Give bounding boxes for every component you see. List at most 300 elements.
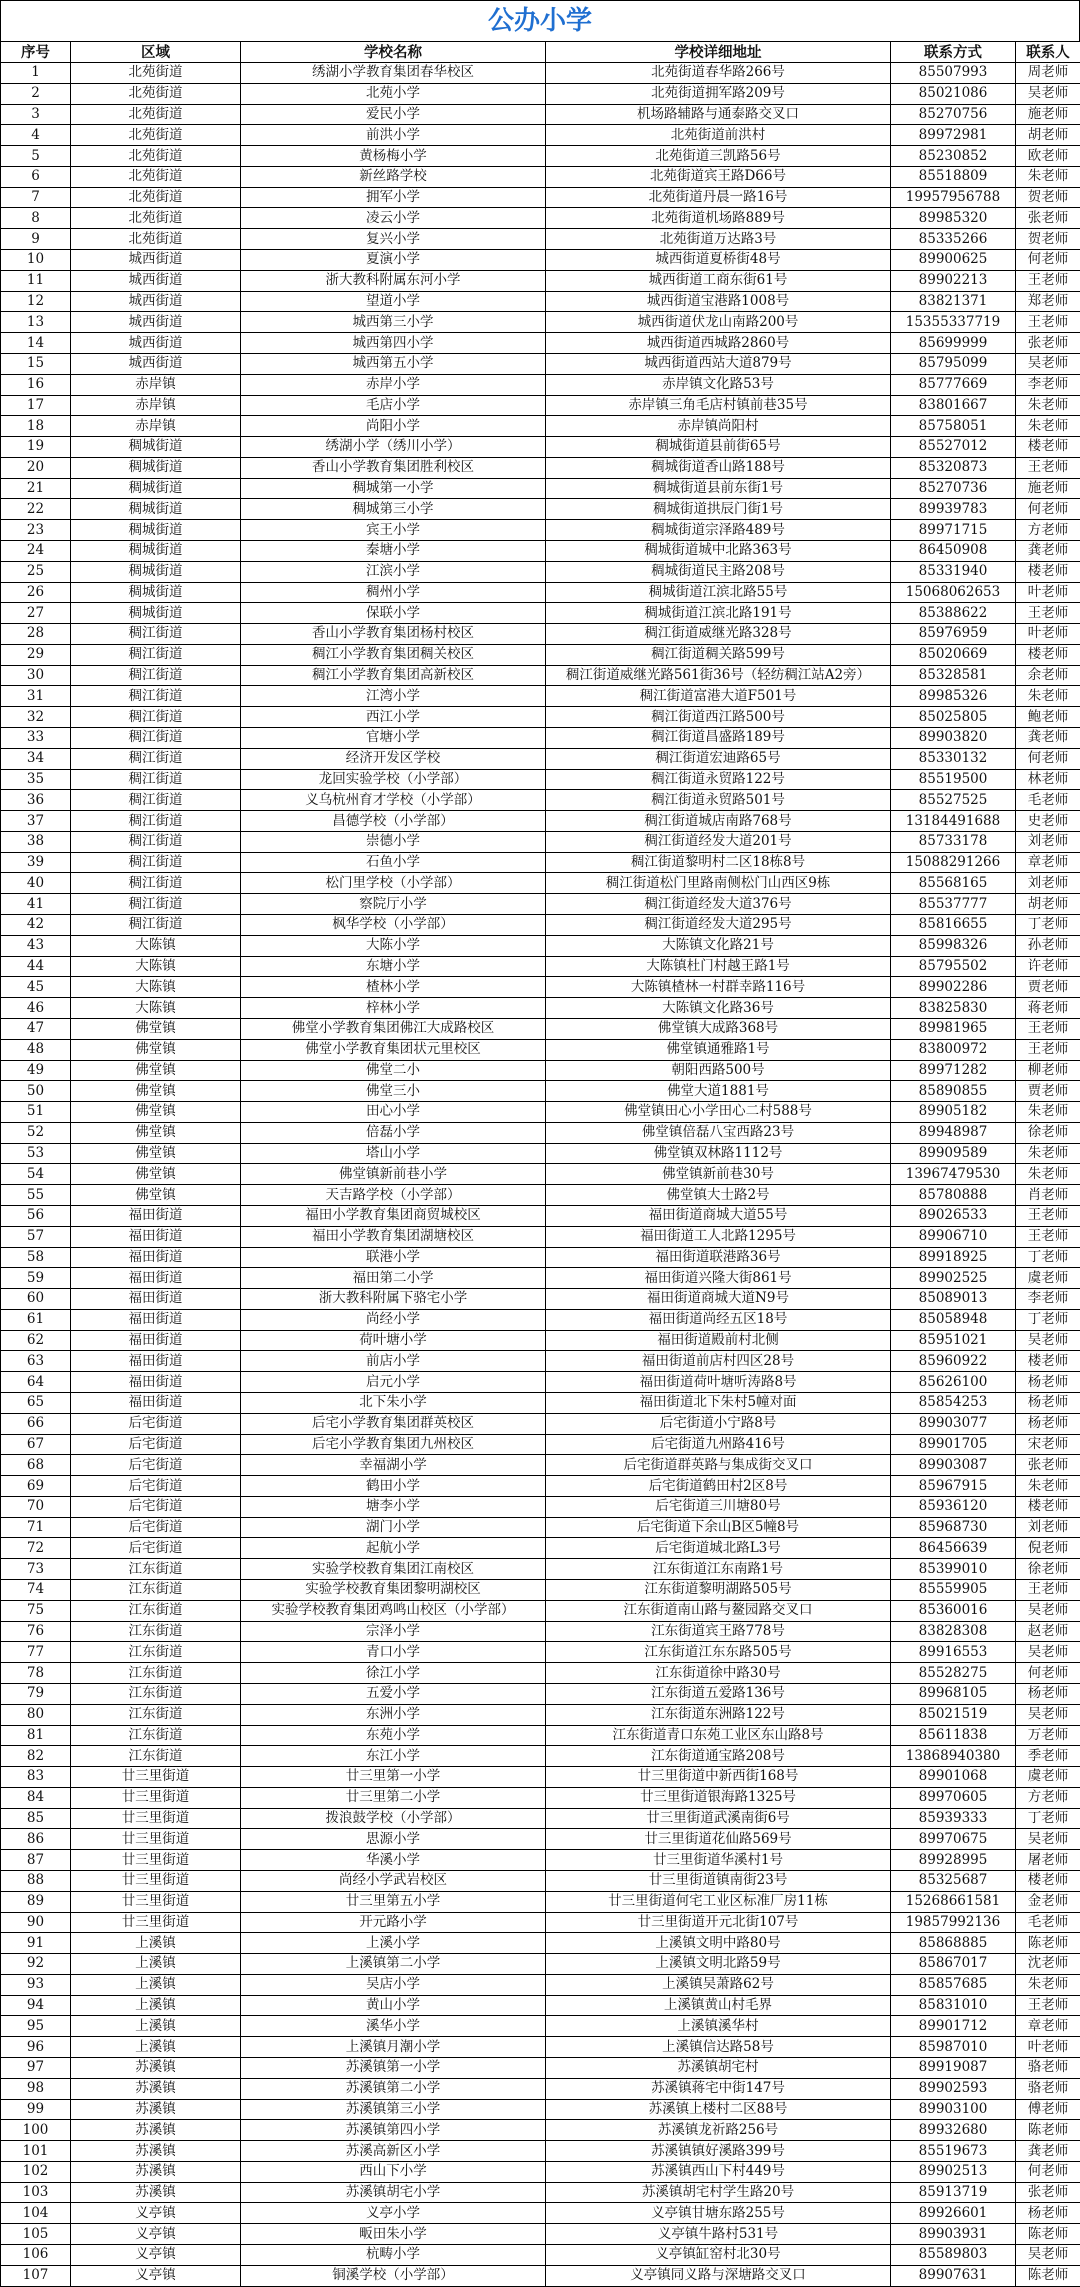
cell-index: 48 <box>1 1039 71 1060</box>
cell-contact: 李老师 <box>1016 1289 1080 1310</box>
cell-contact: 毛老师 <box>1016 1912 1080 1933</box>
cell-contact: 楼老师 <box>1016 561 1080 582</box>
cell-index: 64 <box>1 1372 71 1393</box>
cell-phone: 89971282 <box>891 1060 1016 1081</box>
cell-phone: 15268661581 <box>891 1891 1016 1912</box>
cell-contact: 叶老师 <box>1016 624 1080 645</box>
cell-phone: 85320873 <box>891 457 1016 478</box>
table-row <box>1 1372 1080 1393</box>
cell-district: 后宅街道 <box>71 1434 241 1455</box>
cell-contact: 何老师 <box>1016 499 1080 520</box>
cell-school-name: 香山小学教育集团杨村校区 <box>241 624 546 645</box>
cell-school-name: 北苑小学 <box>241 83 546 104</box>
cell-school-name: 江滨小学 <box>241 561 546 582</box>
cell-index: 84 <box>1 1787 71 1808</box>
cell-index: 98 <box>1 2078 71 2099</box>
cell-district: 稠江街道 <box>71 811 241 832</box>
table-row <box>1 2099 1080 2120</box>
cell-phone: 89939783 <box>891 499 1016 520</box>
cell-address: 江东街道东洲路122号 <box>546 1704 891 1725</box>
table-row <box>1 728 1080 749</box>
cell-phone: 85020669 <box>891 644 1016 665</box>
cell-index: 15 <box>1 353 71 374</box>
table-row <box>1 125 1080 146</box>
cell-phone: 89916553 <box>891 1642 1016 1663</box>
cell-phone: 89902286 <box>891 977 1016 998</box>
cell-school-name: 毛店小学 <box>241 395 546 416</box>
cell-address: 后宅街道小宁路8号 <box>546 1413 891 1434</box>
cell-phone: 89907631 <box>891 2265 1016 2286</box>
cell-phone: 85335266 <box>891 229 1016 250</box>
table-row <box>1 540 1080 561</box>
cell-district: 城西街道 <box>71 270 241 291</box>
cell-contact: 孙老师 <box>1016 935 1080 956</box>
cell-index: 61 <box>1 1309 71 1330</box>
cell-index: 37 <box>1 811 71 832</box>
cell-school-name: 香山小学教育集团胜利校区 <box>241 457 546 478</box>
cell-index: 101 <box>1 2141 71 2162</box>
cell-school-name: 实验学校教育集团黎明湖校区 <box>241 1580 546 1601</box>
table-row <box>1 831 1080 852</box>
cell-index: 34 <box>1 748 71 769</box>
cell-school-name: 湖门小学 <box>241 1517 546 1538</box>
cell-contact: 张老师 <box>1016 333 1080 354</box>
cell-district: 城西街道 <box>71 291 241 312</box>
cell-phone: 85777669 <box>891 374 1016 395</box>
cell-contact: 骆老师 <box>1016 2058 1080 2079</box>
cell-index: 41 <box>1 894 71 915</box>
cell-phone: 85325687 <box>891 1870 1016 1891</box>
cell-index: 66 <box>1 1413 71 1434</box>
cell-phone: 85699999 <box>891 333 1016 354</box>
cell-index: 54 <box>1 1164 71 1185</box>
cell-index: 52 <box>1 1122 71 1143</box>
cell-contact: 金老师 <box>1016 1891 1080 1912</box>
cell-index: 85 <box>1 1808 71 1829</box>
cell-school-name: 官塘小学 <box>241 728 546 749</box>
cell-contact: 王老师 <box>1016 1995 1080 2016</box>
cell-address: 北苑街道机场路889号 <box>546 208 891 229</box>
cell-index: 44 <box>1 956 71 977</box>
cell-index: 95 <box>1 2016 71 2037</box>
cell-phone: 85951021 <box>891 1330 1016 1351</box>
cell-phone: 86450908 <box>891 540 1016 561</box>
cell-contact: 章老师 <box>1016 2016 1080 2037</box>
cell-address: 稠江街道黎明村二区18栋8号 <box>546 852 891 873</box>
table-row <box>1 1393 1080 1414</box>
cell-index: 58 <box>1 1247 71 1268</box>
cell-school-name: 绣湖小学教育集团春华校区 <box>241 63 546 84</box>
cell-school-name: 华溪小学 <box>241 1850 546 1871</box>
cell-school-name: 前店小学 <box>241 1351 546 1372</box>
cell-phone: 89902525 <box>891 1268 1016 1289</box>
cell-contact: 许老师 <box>1016 956 1080 977</box>
cell-contact: 楼老师 <box>1016 1870 1080 1891</box>
table-row <box>1 1351 1080 1372</box>
cell-school-name: 佛堂小学教育集团状元里校区 <box>241 1039 546 1060</box>
cell-address: 福田街道商城大道55号 <box>546 1205 891 1226</box>
cell-address: 佛堂镇新前巷30号 <box>546 1164 891 1185</box>
cell-district: 稠江街道 <box>71 873 241 894</box>
table-row <box>1 2120 1080 2141</box>
cell-district: 城西街道 <box>71 250 241 271</box>
cell-district: 北苑街道 <box>71 166 241 187</box>
cell-phone: 85589803 <box>891 2245 1016 2266</box>
cell-contact: 宋老师 <box>1016 1434 1080 1455</box>
cell-index: 103 <box>1 2182 71 2203</box>
cell-phone: 83825830 <box>891 998 1016 1019</box>
cell-index: 92 <box>1 1954 71 1975</box>
cell-index: 83 <box>1 1767 71 1788</box>
header-contact: 联系人 <box>1016 42 1080 63</box>
table-row <box>1 624 1080 645</box>
cell-school-name: 稠江小学教育集团稠关校区 <box>241 644 546 665</box>
table-row <box>1 1018 1080 1039</box>
table-row <box>1 291 1080 312</box>
cell-phone: 89919087 <box>891 2058 1016 2079</box>
table-row <box>1 1559 1080 1580</box>
cell-address: 大陈镇杜门村越王路1号 <box>546 956 891 977</box>
cell-contact: 虞老师 <box>1016 1268 1080 1289</box>
cell-phone: 89971715 <box>891 520 1016 541</box>
cell-address: 赤岸镇文化路53号 <box>546 374 891 395</box>
cell-district: 佛堂镇 <box>71 1060 241 1081</box>
cell-district: 稠城街道 <box>71 561 241 582</box>
cell-phone: 85960922 <box>891 1351 1016 1372</box>
cell-index: 53 <box>1 1143 71 1164</box>
cell-district: 佛堂镇 <box>71 1185 241 1206</box>
cell-address: 城西街道夏桥街48号 <box>546 250 891 271</box>
cell-school-name: 苏溪镇第二小学 <box>241 2078 546 2099</box>
cell-school-name: 荷叶塘小学 <box>241 1330 546 1351</box>
cell-contact: 丁老师 <box>1016 1309 1080 1330</box>
cell-address: 稠城街道县前街65号 <box>546 437 891 458</box>
cell-index: 42 <box>1 915 71 936</box>
cell-district: 福田街道 <box>71 1247 241 1268</box>
cell-school-name: 楂林小学 <box>241 977 546 998</box>
cell-contact: 吴老师 <box>1016 83 1080 104</box>
cell-address: 稠江街道松门里路南侧松门山西区9栋 <box>546 873 891 894</box>
cell-contact: 王老师 <box>1016 1018 1080 1039</box>
cell-district: 上溪镇 <box>71 1933 241 1954</box>
cell-phone: 89972981 <box>891 125 1016 146</box>
cell-district: 苏溪镇 <box>71 2161 241 2182</box>
cell-district: 北苑街道 <box>71 83 241 104</box>
cell-district: 江东街道 <box>71 1642 241 1663</box>
table-row <box>1 1767 1080 1788</box>
cell-phone: 85021086 <box>891 83 1016 104</box>
cell-phone: 89026533 <box>891 1205 1016 1226</box>
cell-address: 江东街道江东南路1号 <box>546 1559 891 1580</box>
cell-school-name: 西山下小学 <box>241 2161 546 2182</box>
cell-district: 稠城街道 <box>71 499 241 520</box>
cell-contact: 林老师 <box>1016 769 1080 790</box>
cell-school-name: 望道小学 <box>241 291 546 312</box>
cell-contact: 陈老师 <box>1016 2265 1080 2286</box>
cell-school-name: 秦塘小学 <box>241 540 546 561</box>
cell-phone: 85270736 <box>891 478 1016 499</box>
cell-school-name: 尚经小学武岩校区 <box>241 1870 546 1891</box>
cell-phone: 85936120 <box>891 1496 1016 1517</box>
cell-school-name: 廿三里第一小学 <box>241 1767 546 1788</box>
cell-index: 76 <box>1 1621 71 1642</box>
cell-address: 上溪镇吴萧路62号 <box>546 1974 891 1995</box>
cell-phone: 19857992136 <box>891 1912 1016 1933</box>
table-row <box>1 1185 1080 1206</box>
cell-contact: 蒋老师 <box>1016 998 1080 1019</box>
cell-school-name: 宾王小学 <box>241 520 546 541</box>
cell-district: 义亭镇 <box>71 2245 241 2266</box>
cell-school-name: 江湾小学 <box>241 686 546 707</box>
table-row <box>1 811 1080 832</box>
table-row <box>1 1808 1080 1829</box>
table-row <box>1 956 1080 977</box>
cell-phone: 85611838 <box>891 1725 1016 1746</box>
cell-contact: 鲍老师 <box>1016 707 1080 728</box>
table-row <box>1 353 1080 374</box>
cell-contact: 丁老师 <box>1016 1247 1080 1268</box>
cell-address: 苏溪镇镇好溪路399号 <box>546 2141 891 2162</box>
cell-index: 14 <box>1 333 71 354</box>
cell-district: 江东街道 <box>71 1663 241 1684</box>
cell-phone: 89905182 <box>891 1102 1016 1123</box>
table-row <box>1 582 1080 603</box>
cell-district: 苏溪镇 <box>71 2078 241 2099</box>
cell-index: 80 <box>1 1704 71 1725</box>
cell-address: 义亭镇缸窑村北30号 <box>546 2245 891 2266</box>
cell-phone: 85733178 <box>891 831 1016 852</box>
cell-contact: 方老师 <box>1016 520 1080 541</box>
cell-address: 江东街道宾王路778号 <box>546 1621 891 1642</box>
cell-school-name: 枫华学校（小学部） <box>241 915 546 936</box>
cell-phone: 15088291266 <box>891 852 1016 873</box>
cell-school-name: 黄杨梅小学 <box>241 146 546 167</box>
table-row <box>1 1974 1080 1995</box>
header-row <box>1 42 1080 63</box>
cell-index: 43 <box>1 935 71 956</box>
cell-address: 北苑街道万达路3号 <box>546 229 891 250</box>
cell-contact: 杨老师 <box>1016 2203 1080 2224</box>
cell-index: 47 <box>1 1018 71 1039</box>
cell-contact: 周老师 <box>1016 63 1080 84</box>
table-row <box>1 374 1080 395</box>
cell-phone: 85568165 <box>891 873 1016 894</box>
table-row <box>1 1205 1080 1226</box>
cell-contact: 吴老师 <box>1016 1330 1080 1351</box>
cell-school-name: 佛堂二小 <box>241 1060 546 1081</box>
cell-address: 北苑街道丹晨一路16号 <box>546 187 891 208</box>
cell-phone: 85857685 <box>891 1974 1016 1995</box>
cell-contact: 陈老师 <box>1016 2224 1080 2245</box>
cell-address: 稠江街道城店南路768号 <box>546 811 891 832</box>
cell-school-name: 塔山小学 <box>241 1143 546 1164</box>
cell-phone: 89903100 <box>891 2099 1016 2120</box>
cell-contact: 朱老师 <box>1016 1102 1080 1123</box>
cell-district: 稠江街道 <box>71 624 241 645</box>
cell-phone: 83821371 <box>891 291 1016 312</box>
cell-contact: 贾老师 <box>1016 977 1080 998</box>
cell-index: 75 <box>1 1600 71 1621</box>
cell-index: 73 <box>1 1559 71 1580</box>
table-row <box>1 2161 1080 2182</box>
cell-index: 70 <box>1 1496 71 1517</box>
table-row <box>1 1247 1080 1268</box>
cell-contact: 朱老师 <box>1016 1164 1080 1185</box>
table-row <box>1 208 1080 229</box>
cell-address: 江东街道徐中路30号 <box>546 1663 891 1684</box>
cell-district: 赤岸镇 <box>71 416 241 437</box>
table-row <box>1 2203 1080 2224</box>
cell-contact: 郑老师 <box>1016 291 1080 312</box>
cell-index: 78 <box>1 1663 71 1684</box>
cell-district: 苏溪镇 <box>71 2120 241 2141</box>
cell-district: 廿三里街道 <box>71 1767 241 1788</box>
cell-contact: 胡老师 <box>1016 894 1080 915</box>
cell-district: 北苑街道 <box>71 63 241 84</box>
cell-district: 北苑街道 <box>71 125 241 146</box>
cell-district: 苏溪镇 <box>71 2182 241 2203</box>
cell-district: 江东街道 <box>71 1559 241 1580</box>
table-row <box>1 1309 1080 1330</box>
cell-index: 77 <box>1 1642 71 1663</box>
cell-address: 福田街道北下朱村5幢对面 <box>546 1393 891 1414</box>
cell-index: 20 <box>1 457 71 478</box>
cell-address: 城西街道西城路2860号 <box>546 333 891 354</box>
cell-index: 97 <box>1 2058 71 2079</box>
cell-school-name: 铜溪学校（小学部） <box>241 2265 546 2286</box>
cell-phone: 85089013 <box>891 1289 1016 1310</box>
cell-address: 江东街道黎明湖路505号 <box>546 1580 891 1601</box>
cell-school-name: 浙大教科附属下骆宅小学 <box>241 1289 546 1310</box>
table-row <box>1 270 1080 291</box>
cell-index: 88 <box>1 1870 71 1891</box>
cell-district: 福田街道 <box>71 1268 241 1289</box>
cell-phone: 85527012 <box>891 437 1016 458</box>
cell-school-name: 绣湖小学（绣川小学） <box>241 437 546 458</box>
cell-phone: 85758051 <box>891 416 1016 437</box>
table-row <box>1 1039 1080 1060</box>
cell-address: 稠江街道富港大道F501号 <box>546 686 891 707</box>
cell-school-name: 东塘小学 <box>241 956 546 977</box>
cell-school-name: 尚阳小学 <box>241 416 546 437</box>
cell-contact: 刘老师 <box>1016 1517 1080 1538</box>
table-row <box>1 1704 1080 1725</box>
cell-contact: 骆老师 <box>1016 2078 1080 2099</box>
cell-address: 上溪镇文明北路59号 <box>546 1954 891 1975</box>
cell-index: 62 <box>1 1330 71 1351</box>
cell-phone: 85270756 <box>891 104 1016 125</box>
cell-index: 106 <box>1 2245 71 2266</box>
cell-address: 江东街道南山路与鳌园路交叉口 <box>546 1600 891 1621</box>
cell-school-name: 开元路小学 <box>241 1912 546 1933</box>
cell-school-name: 石鱼小学 <box>241 852 546 873</box>
cell-district: 廿三里街道 <box>71 1808 241 1829</box>
table-row <box>1 499 1080 520</box>
cell-contact: 章老师 <box>1016 852 1080 873</box>
table-row <box>1 1600 1080 1621</box>
cell-phone: 19957956788 <box>891 187 1016 208</box>
cell-phone: 85780888 <box>891 1185 1016 1206</box>
cell-address: 福田街道荷叶塘听涛路8号 <box>546 1372 891 1393</box>
cell-school-name: 杭畴小学 <box>241 2245 546 2266</box>
cell-phone: 89901068 <box>891 1767 1016 1788</box>
cell-contact: 王老师 <box>1016 1226 1080 1247</box>
cell-phone: 89932680 <box>891 2120 1016 2141</box>
cell-phone: 85968730 <box>891 1517 1016 1538</box>
cell-contact: 季老师 <box>1016 1746 1080 1767</box>
cell-school-name: 夏演小学 <box>241 250 546 271</box>
cell-phone: 89901705 <box>891 1434 1016 1455</box>
cell-district: 稠城街道 <box>71 582 241 603</box>
cell-index: 49 <box>1 1060 71 1081</box>
cell-district: 上溪镇 <box>71 1974 241 1995</box>
cell-address: 福田街道尚经五区18号 <box>546 1309 891 1330</box>
cell-index: 91 <box>1 1933 71 1954</box>
cell-phone: 89918925 <box>891 1247 1016 1268</box>
cell-district: 廿三里街道 <box>71 1787 241 1808</box>
table-row <box>1 1787 1080 1808</box>
cell-address: 佛堂大道1881号 <box>546 1081 891 1102</box>
cell-address: 稠江街道经发大道201号 <box>546 831 891 852</box>
cell-school-name: 东江小学 <box>241 1746 546 1767</box>
table-row <box>1 2224 1080 2245</box>
table-row <box>1 2245 1080 2266</box>
cell-school-name: 福田小学教育集团湖塘校区 <box>241 1226 546 1247</box>
cell-contact: 倪老师 <box>1016 1538 1080 1559</box>
cell-phone: 83828308 <box>891 1621 1016 1642</box>
cell-district: 福田街道 <box>71 1205 241 1226</box>
cell-contact: 肖老师 <box>1016 1185 1080 1206</box>
table-row <box>1 1683 1080 1704</box>
cell-district: 稠江街道 <box>71 644 241 665</box>
cell-address: 江东街道青口东苑工业区东山路8号 <box>546 1725 891 1746</box>
cell-phone: 85939333 <box>891 1808 1016 1829</box>
cell-index: 22 <box>1 499 71 520</box>
cell-school-name: 上溪镇第二小学 <box>241 1954 546 1975</box>
table-row <box>1 104 1080 125</box>
cell-school-name: 城西第三小学 <box>241 312 546 333</box>
table-row <box>1 1476 1080 1497</box>
cell-address: 佛堂镇双林路1112号 <box>546 1143 891 1164</box>
table-row <box>1 1060 1080 1081</box>
cell-school-name: 廿三里第五小学 <box>241 1891 546 1912</box>
cell-school-name: 佛堂镇新前巷小学 <box>241 1164 546 1185</box>
cell-index: 59 <box>1 1268 71 1289</box>
cell-contact: 吴老师 <box>1016 1704 1080 1725</box>
cell-phone: 15355337719 <box>891 312 1016 333</box>
cell-contact: 楼老师 <box>1016 644 1080 665</box>
cell-index: 105 <box>1 2224 71 2245</box>
cell-school-name: 稠城第一小学 <box>241 478 546 499</box>
cell-district: 福田街道 <box>71 1330 241 1351</box>
cell-district: 佛堂镇 <box>71 1164 241 1185</box>
cell-school-name: 梓林小学 <box>241 998 546 1019</box>
cell-address: 北苑街道拥军路209号 <box>546 83 891 104</box>
cell-contact: 徐老师 <box>1016 1122 1080 1143</box>
table-row <box>1 1912 1080 1933</box>
cell-school-name: 畈田朱小学 <box>241 2224 546 2245</box>
cell-school-name: 稠州小学 <box>241 582 546 603</box>
cell-address: 上溪镇黄山村毛界 <box>546 1995 891 2016</box>
cell-index: 25 <box>1 561 71 582</box>
cell-phone: 85331940 <box>891 561 1016 582</box>
cell-address: 上溪镇信达路58号 <box>546 2037 891 2058</box>
cell-address: 稠城街道香山路188号 <box>546 457 891 478</box>
cell-address: 稠江街道威继光路328号 <box>546 624 891 645</box>
cell-address: 江东街道江东东路505号 <box>546 1642 891 1663</box>
cell-school-name: 浙大教科附属东河小学 <box>241 270 546 291</box>
cell-district: 北苑街道 <box>71 146 241 167</box>
